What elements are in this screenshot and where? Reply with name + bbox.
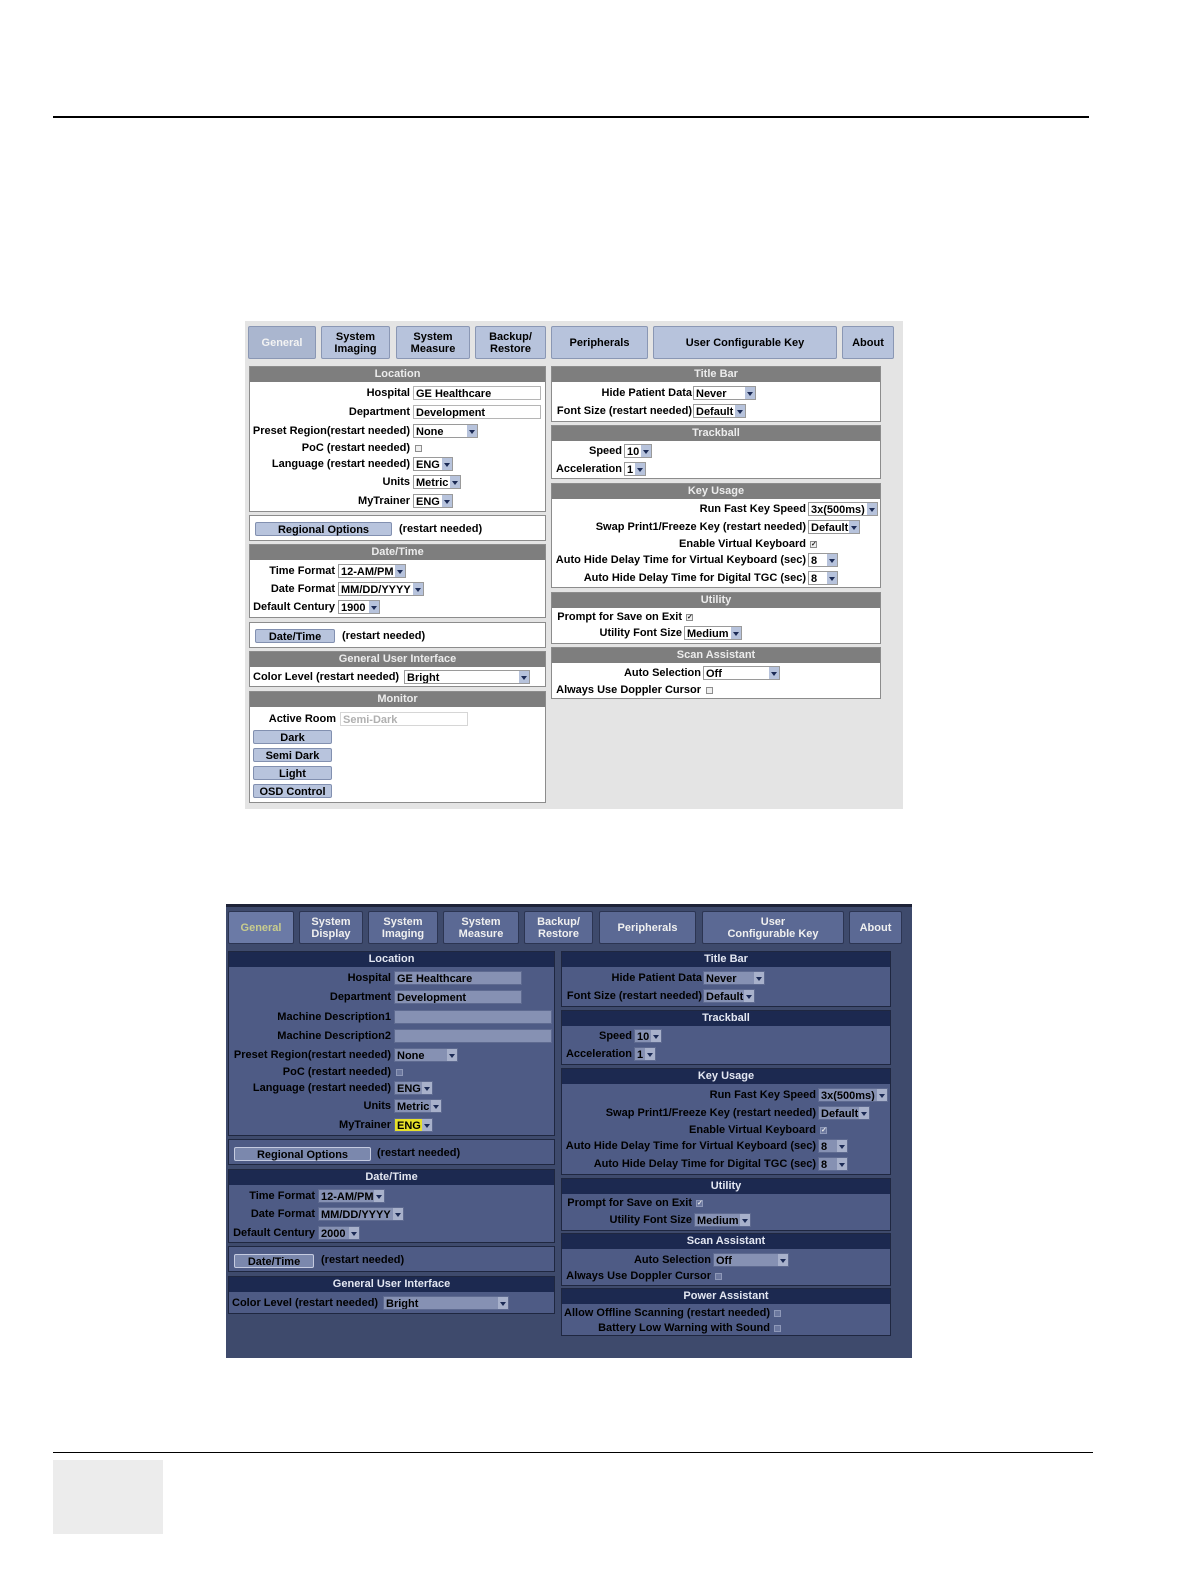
poc-checkbox[interactable] [415, 445, 422, 452]
prompt-save-checkbox[interactable]: ✓ [687, 614, 693, 621]
language-value: ENG [416, 459, 440, 471]
poc-checkbox[interactable] [396, 1069, 403, 1076]
chevron-down-icon [431, 1100, 441, 1113]
department-field[interactable]: Development [413, 405, 541, 419]
date-format-label: Date Format [270, 583, 335, 595]
swap-print-value: Default [811, 522, 849, 534]
active-room-label: Active Room [268, 713, 336, 725]
tab-backup-restore[interactable]: Backup/ Restore [524, 911, 593, 944]
battery-warning-checkbox[interactable] [774, 1325, 781, 1332]
fast-key-speed-select[interactable] [808, 502, 878, 516]
trackball-header: Trackball [552, 426, 880, 441]
datetime-button-panel [228, 1246, 555, 1272]
fast-key-speed-label: Run Fast Key Speed [709, 1089, 816, 1101]
virtual-keyboard-checkbox[interactable]: ✓ [821, 1127, 827, 1134]
utility-font-size-label: Utility Font Size [609, 1214, 692, 1226]
chevron-down-icon [827, 572, 837, 585]
key-usage-panel [551, 483, 881, 588]
tab-user-configurable-key[interactable]: User Configurable Key [653, 326, 837, 359]
hide-patient-data-select[interactable] [703, 971, 765, 985]
virtual-keyboard-label: Enable Virtual Keyboard [689, 1124, 816, 1136]
scan-assistant-header: Scan Assistant [552, 648, 880, 663]
department-label: Department [329, 991, 391, 1003]
fast-key-speed-label: Run Fast Key Speed [699, 503, 806, 515]
machine-description2-field[interactable] [394, 1029, 552, 1043]
mytrainer-label: MyTrainer [358, 495, 410, 507]
acceleration-select[interactable] [624, 462, 646, 476]
time-format-value: 12-AM/PM [321, 1191, 374, 1203]
power-assistant-header: Power Assistant [562, 1289, 890, 1304]
fast-key-speed-select[interactable] [818, 1088, 888, 1102]
tab-system-measure[interactable]: System Measure [396, 326, 470, 359]
regional-options-button[interactable]: Regional Options [255, 522, 392, 536]
datetime-button-panel [249, 622, 546, 648]
chevron-down-icon [849, 521, 859, 534]
default-century-select[interactable] [338, 600, 380, 614]
font-size-label: Font Size (restart needed) [556, 405, 692, 417]
units-select[interactable] [394, 1099, 442, 1113]
chevron-down-icon [645, 1048, 655, 1061]
mytrainer-select[interactable] [394, 1118, 433, 1132]
utility-font-size-label: Utility Font Size [599, 627, 682, 639]
language-label: Language (restart needed) [271, 458, 410, 470]
language-label: Language (restart needed) [252, 1082, 391, 1094]
auto-hide-tgc-select[interactable] [818, 1157, 848, 1171]
color-level-value: Bright [386, 1298, 419, 1310]
hospital-field[interactable]: GE Healthcare [394, 971, 522, 985]
tab-backup-restore[interactable]: Backup/ Restore [475, 326, 546, 359]
poc-label: PoC (restart needed) [282, 1066, 391, 1078]
machine-description1-label: Machine Description1 [277, 1011, 391, 1023]
mytrainer-value: ENG [416, 496, 440, 508]
color-level-select[interactable] [404, 670, 530, 684]
footer-page-box [53, 1460, 163, 1534]
department-field[interactable]: Development [394, 990, 522, 1004]
chevron-down-icon [349, 1227, 359, 1240]
chevron-down-icon [393, 1208, 403, 1221]
hide-patient-data-select[interactable] [693, 386, 756, 400]
chevron-down-icon [422, 1119, 432, 1132]
machine-description2-label: Machine Description2 [277, 1030, 391, 1042]
auto-hide-vk-value: 8 [821, 1141, 828, 1153]
footer-rule [53, 1452, 1093, 1453]
hide-patient-data-label: Hide Patient Data [601, 387, 692, 399]
prompt-save-label: Prompt for Save on Exit [557, 611, 682, 623]
utility-panel [561, 1178, 891, 1231]
prompt-save-label: Prompt for Save on Exit [567, 1197, 692, 1209]
auto-selection-value: Off [706, 668, 722, 680]
datetime-button[interactable]: Date/Time [255, 629, 335, 643]
preset-region-select[interactable] [413, 424, 478, 438]
auto-selection-label: Auto Selection [633, 1254, 711, 1266]
units-value: Metric [397, 1101, 430, 1113]
preset-region-value: None [416, 426, 444, 438]
location-panel [228, 951, 555, 1136]
font-size-value: Default [696, 406, 734, 418]
tab-about[interactable]: About [842, 326, 894, 359]
active-room-field: Semi-Dark [340, 712, 468, 726]
language-select[interactable] [413, 457, 453, 471]
chevron-down-icon [754, 972, 764, 985]
default-century-value: 2000 [321, 1228, 346, 1240]
color-level-label: Color Level (restart needed) [232, 1297, 379, 1309]
key-usage-panel [561, 1068, 891, 1175]
language-value: ENG [397, 1083, 421, 1095]
power-assistant-panel [561, 1288, 891, 1336]
utility-font-size-select[interactable] [684, 626, 742, 640]
datetime-restart-note: (restart needed) [321, 1254, 405, 1266]
gui-header: General User Interface [250, 652, 545, 667]
location-panel [249, 366, 546, 512]
mytrainer-label: MyTrainer [339, 1119, 391, 1131]
key-usage-header: Key Usage [552, 484, 880, 499]
osd-control-button[interactable]: OSD Control [253, 784, 332, 798]
acceleration-value: 1 [637, 1049, 644, 1061]
font-size-label: Font Size (restart needed) [566, 990, 702, 1002]
light-button[interactable]: Light [253, 766, 332, 780]
poc-label: PoC (restart needed) [301, 442, 410, 454]
tab-peripherals[interactable]: Peripherals [599, 911, 696, 944]
chevron-down-icon [837, 1158, 847, 1171]
utility-header: Utility [562, 1179, 890, 1194]
chevron-down-icon [769, 667, 779, 680]
chevron-down-icon [641, 445, 651, 458]
date-format-value: MM/DD/YYYY [341, 584, 411, 596]
chevron-down-icon [744, 990, 754, 1003]
time-format-select[interactable] [338, 564, 406, 578]
auto-hide-tgc-value: 8 [811, 573, 818, 585]
gui-panel [249, 651, 546, 687]
units-value: Metric [416, 477, 449, 489]
hospital-label: Hospital [366, 387, 410, 399]
machine-description1-field[interactable] [394, 1010, 552, 1024]
preset-region-label: Preset Region(restart needed) [233, 1049, 391, 1061]
auto-hide-tgc-label: Auto Hide Delay Time for Digital TGC (sec) [583, 572, 806, 584]
hospital-label: Hospital [347, 972, 391, 984]
language-select[interactable] [394, 1081, 433, 1095]
chevron-down-icon [745, 387, 755, 400]
speed-label: Speed [598, 1030, 632, 1042]
key-usage-header: Key Usage [562, 1069, 890, 1084]
speed-select[interactable] [634, 1029, 662, 1043]
chevron-down-icon [498, 1297, 508, 1310]
gui-header: General User Interface [229, 1277, 554, 1292]
tab-about[interactable]: About [849, 911, 902, 944]
chevron-down-icon [519, 671, 529, 684]
title-bar-panel [551, 366, 881, 422]
datetime-header: Date/Time [250, 545, 545, 560]
chevron-down-icon [877, 1089, 887, 1102]
font-size-select[interactable] [693, 404, 746, 418]
title-bar-panel [561, 951, 891, 1007]
trackball-header: Trackball [562, 1011, 890, 1026]
hospital-field[interactable]: GE Healthcare [413, 386, 541, 400]
tab-general[interactable]: General [248, 326, 316, 359]
offline-scanning-label: Allow Offline Scanning (restart needed) [564, 1307, 770, 1319]
chevron-down-icon [447, 1049, 457, 1062]
color-level-value: Bright [407, 672, 440, 684]
trackball-panel [561, 1010, 891, 1065]
auto-hide-tgc-label: Auto Hide Delay Time for Digital TGC (sec) [593, 1158, 816, 1170]
virtual-keyboard-label: Enable Virtual Keyboard [679, 538, 806, 550]
speed-select[interactable] [624, 444, 652, 458]
acceleration-label: Acceleration [565, 1048, 632, 1060]
acceleration-select[interactable] [634, 1047, 656, 1061]
swap-print-value: Default [821, 1108, 859, 1120]
regional-options-panel [228, 1139, 555, 1165]
auto-hide-tgc-value: 8 [821, 1159, 828, 1171]
chevron-down-icon [369, 601, 379, 614]
tab-system-imaging[interactable]: System Imaging [321, 326, 390, 359]
chevron-down-icon [450, 476, 460, 489]
time-format-label: Time Format [269, 565, 335, 577]
header-rule [53, 116, 1089, 118]
speed-value: 10 [627, 446, 640, 458]
regional-restart-note: (restart needed) [399, 523, 483, 535]
chevron-down-icon [867, 503, 877, 516]
chevron-down-icon [422, 1082, 432, 1095]
tab-user-configurable-key[interactable]: User Configurable Key [702, 911, 844, 944]
speed-value: 10 [637, 1031, 650, 1043]
auto-selection-select[interactable] [713, 1253, 789, 1267]
tab-system-imaging[interactable]: System Imaging [368, 911, 438, 944]
hide-patient-data-value: Never [696, 388, 727, 400]
monitor-header: Monitor [250, 692, 545, 707]
regional-restart-note: (restart needed) [377, 1147, 461, 1159]
utility-panel [551, 592, 881, 644]
regional-options-button[interactable]: Regional Options [234, 1147, 371, 1161]
datetime-restart-note: (restart needed) [342, 630, 426, 642]
regional-options-panel [249, 515, 546, 541]
units-select[interactable] [413, 475, 461, 489]
auto-selection-label: Auto Selection [623, 667, 701, 679]
gui-panel [228, 1276, 555, 1314]
doppler-cursor-label: Always Use Doppler Cursor [566, 1270, 711, 1282]
mytrainer-value: ENG [397, 1120, 421, 1132]
chevron-down-icon [635, 463, 645, 476]
font-size-value: Default [706, 991, 744, 1003]
default-century-label: Default Century [233, 1227, 315, 1239]
chevron-down-icon [837, 1140, 847, 1153]
mytrainer-select[interactable] [413, 494, 453, 508]
fast-key-speed-value: 3x(500ms) [811, 504, 865, 516]
semi-dark-button[interactable]: Semi Dark [253, 748, 332, 762]
chevron-down-icon [442, 495, 452, 508]
tab-system-measure[interactable]: System Measure [443, 911, 519, 944]
chevron-down-icon [395, 565, 405, 578]
default-century-select[interactable] [318, 1226, 360, 1240]
chevron-down-icon [413, 583, 423, 596]
chevron-down-icon [467, 425, 477, 438]
preset-region-value: None [397, 1050, 425, 1062]
utility-config-screenshot-light [245, 321, 903, 809]
chevron-down-icon [740, 1214, 750, 1227]
date-format-label: Date Format [250, 1208, 315, 1220]
utility-font-size-value: Medium [687, 628, 729, 640]
utility-font-size-value: Medium [697, 1215, 739, 1227]
offline-scanning-checkbox[interactable] [774, 1310, 781, 1317]
color-level-select[interactable] [383, 1296, 509, 1310]
units-label: Units [382, 476, 410, 488]
dark-button[interactable]: Dark [253, 730, 332, 744]
location-header: Location [229, 952, 554, 967]
doppler-cursor-label: Always Use Doppler Cursor [556, 684, 701, 696]
date-format-select[interactable] [338, 582, 424, 596]
top-border [226, 904, 912, 907]
swap-print-label: Swap Print1/Freeze Key (restart needed) [595, 521, 806, 533]
hide-patient-data-value: Never [706, 973, 737, 985]
fast-key-speed-value: 3x(500ms) [821, 1090, 875, 1102]
acceleration-label: Acceleration [555, 463, 622, 475]
datetime-header: Date/Time [229, 1170, 554, 1185]
auto-hide-tgc-select[interactable] [808, 571, 838, 585]
default-century-label: Default Century [253, 601, 335, 613]
tab-general[interactable]: General [228, 911, 294, 944]
auto-hide-vk-label: Auto Hide Delay Time for Virtual Keyboard (sec) [555, 554, 806, 566]
preset-region-label: Preset Region(restart needed) [252, 425, 410, 437]
auto-hide-vk-label: Auto Hide Delay Time for Virtual Keyboard (sec) [565, 1140, 816, 1152]
speed-label: Speed [588, 445, 622, 457]
time-format-select[interactable] [318, 1189, 385, 1203]
utility-header: Utility [552, 593, 880, 608]
scan-assistant-header: Scan Assistant [562, 1234, 890, 1249]
chevron-down-icon [778, 1254, 788, 1267]
battery-warning-label: Battery Low Warning with Sound [598, 1322, 770, 1334]
datetime-panel [228, 1169, 555, 1243]
prompt-save-checkbox[interactable]: ✓ [697, 1200, 703, 1207]
auto-selection-value: Off [716, 1255, 732, 1267]
auto-hide-vk-select[interactable] [808, 553, 838, 567]
time-format-label: Time Format [249, 1190, 315, 1202]
chevron-down-icon [651, 1030, 661, 1043]
scan-assistant-panel [551, 647, 881, 699]
title-bar-header: Title Bar [552, 367, 880, 382]
date-format-select[interactable] [318, 1207, 404, 1221]
auto-hide-vk-select[interactable] [818, 1139, 848, 1153]
units-label: Units [363, 1100, 391, 1112]
chevron-down-icon [735, 405, 745, 418]
title-bar-header: Title Bar [562, 952, 890, 967]
datetime-panel [249, 544, 546, 618]
swap-print-select[interactable] [818, 1106, 870, 1120]
preset-region-select[interactable] [394, 1048, 458, 1062]
utility-config-screenshot-dark [226, 904, 912, 1358]
font-size-select[interactable] [703, 989, 755, 1003]
tab-peripherals[interactable]: Peripherals [551, 326, 648, 359]
virtual-keyboard-checkbox[interactable]: ✓ [811, 541, 817, 548]
chevron-down-icon [374, 1190, 384, 1203]
chevron-down-icon [827, 554, 837, 567]
chevron-down-icon [442, 458, 452, 471]
date-format-value: MM/DD/YYYY [321, 1209, 391, 1221]
scan-assistant-panel [561, 1233, 891, 1286]
chevron-down-icon [859, 1107, 869, 1120]
doppler-cursor-checkbox[interactable] [715, 1273, 722, 1280]
location-header: Location [250, 367, 545, 382]
swap-print-label: Swap Print1/Freeze Key (restart needed) [605, 1107, 816, 1119]
doppler-cursor-checkbox[interactable] [706, 687, 713, 694]
utility-font-size-select[interactable] [694, 1213, 751, 1227]
chevron-down-icon [731, 627, 741, 640]
trackball-panel [551, 425, 881, 479]
acceleration-value: 1 [627, 464, 634, 476]
swap-print-select[interactable] [808, 520, 860, 534]
default-century-value: 1900 [341, 602, 366, 614]
monitor-panel [249, 691, 546, 803]
time-format-value: 12-AM/PM [341, 566, 394, 578]
datetime-button[interactable]: Date/Time [234, 1254, 314, 1268]
auto-selection-select[interactable] [703, 666, 780, 680]
hide-patient-data-label: Hide Patient Data [611, 972, 702, 984]
department-label: Department [348, 406, 410, 418]
tab-system-display[interactable]: System Display [299, 911, 363, 944]
color-level-label: Color Level (restart needed) [253, 671, 400, 683]
auto-hide-vk-value: 8 [811, 555, 818, 567]
